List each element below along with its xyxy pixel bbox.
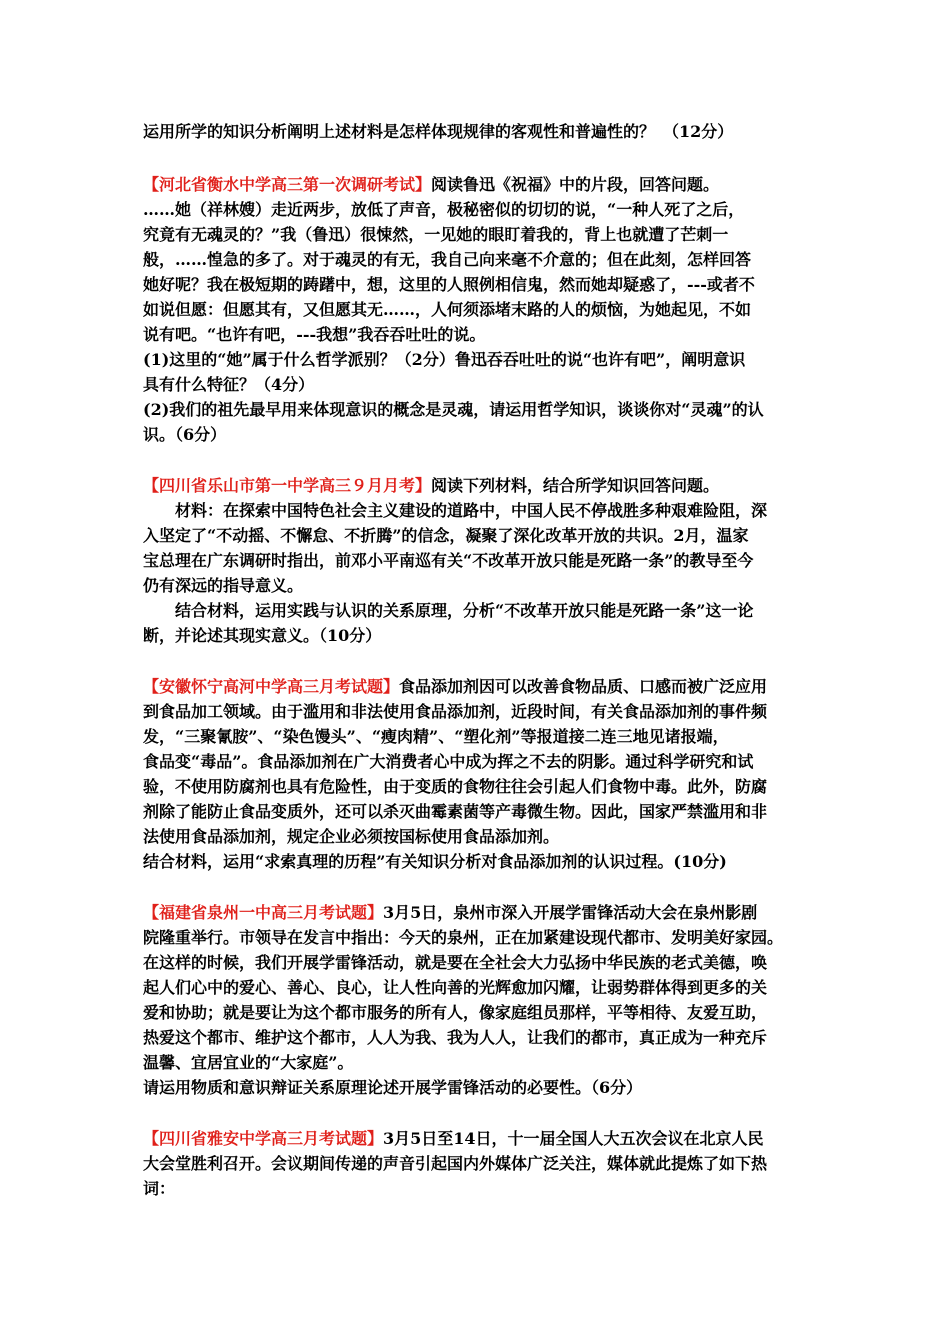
question-5-line: 词： [143, 1179, 176, 1198]
question-1-line: 识。（6分） [143, 425, 227, 444]
question-5-line: 3月5日至14日，十一届全国人大五次会议在北京人民 [383, 1129, 764, 1148]
question-1-line: (2)我们的祖先最早用来体现意识的概念是灵魂，请运用哲学知识，谈谈你对“灵魂”的认 [143, 400, 764, 419]
question-1-line: 说有吧。“也许有吧，---我想”我吞吞吐吐的说。 [143, 325, 486, 344]
question-4-line: 3月5日，泉州市深入开展学雷锋活动大会在泉州影剧 [383, 903, 758, 922]
question-3-line: 发，“三聚氰胺”、“染色馒头”、“瘦肉精”、“塑化剂”等报道接二连三地见诸报端， [143, 727, 729, 746]
question-3-line: 食品添加剂因可以改善食物品质、口感而被广泛应用 [399, 677, 768, 696]
question-1-line: ……她（祥林嫂）走近两步，放低了声音，极秘密似的切切的说，“一种人死了之后， [143, 200, 745, 219]
question-3-first-line [143, 674, 767, 699]
question-5-first-line [143, 1126, 764, 1151]
question-4-line: 起人们心中的爱心、善心、良心，让人性向善的光辉愈加闪耀，让弱势群体得到更多的关 [143, 978, 768, 997]
question-4-line: 热爱这个都市、维护这个都市，人人为我、我为人人，让我们的都市，真正成为一种充斥 [143, 1028, 768, 1047]
question-1-line: (1)这里的“她”属于什么哲学派别？（2分）鲁迅吞吞吐吐的说“也许有吧”，阐明意识 [143, 350, 746, 369]
question-0-text: 运用所学的知识分析阐明上述材料是怎样体现规律的客观性和普遍性的？ （12分） [143, 122, 734, 141]
question-1-source: 【河北省衡水中学高三第一次调研考试】 [143, 175, 432, 194]
question-2-first-line [143, 473, 719, 498]
question-5-line: 大会堂胜利召开。会议期间传递的声音引起国内外媒体广泛关注，媒体就此提炼了如下热 [143, 1154, 768, 1173]
question-3-line: 剂除了能防止食品变质外，还可以杀灭曲霉素菌等产毒微生物。因此，国家严禁滥用和非 [143, 802, 768, 821]
question-2-source: 【四川省乐山市第一中学高三９月月考】 [143, 476, 432, 495]
question-1-line: 阅读鲁迅《祝福》中的片段，回答问题。 [431, 175, 720, 194]
question-4-line: 请运用物质和意识辩证关系原理论述开展学雷锋活动的必要性。（6分） [143, 1078, 643, 1097]
question-2-line: 宝总理在广东调研时指出，前邓小平南巡有关“不改革开放只能是死路一条”的教导至今 [143, 551, 754, 570]
question-3-line: 法使用食品添加剂，规定企业必须按国标使用食品添加剂。 [143, 827, 560, 846]
question-1-line: 般，……惶急的多了。对于魂灵的有无，我自己向来毫不介意的；但在此刻，怎样回答 [143, 250, 752, 269]
question-4-first-line [143, 900, 757, 925]
question-5-source: 【四川省雅安中学高三月考试题】 [143, 1129, 384, 1148]
question-4-line: 爱和协助；就是要让为这个都市服务的所有人，像家庭组员那样，平等相待、友爱互助， [143, 1003, 768, 1022]
question-2-line: 仍有深远的指导意义。 [143, 576, 304, 595]
question-1-line: 具有什么特征？（4分） [143, 375, 315, 394]
question-2-line: 断，并论述其现实意义。（10分） [143, 626, 382, 645]
question-2-line: 结合材料，运用实践与认识的关系原理，分析“不改革开放只能是死路一条”这一论 [175, 601, 754, 620]
question-3-line: 验，不使用防腐剂也具有危险性，由于变质的食物往往会引起人们食物中毒。此外，防腐 [143, 777, 768, 796]
question-4-line: 在这样的时候，我们开展学雷锋活动，就是要在全社会大力弘扬中华民族的老式美德，唤 [143, 953, 768, 972]
question-3-line: 结合材料，运用“求索真理的历程”有关知识分析对食品添加剂的认识过程。(10分) [143, 852, 727, 871]
question-1-line: 如说但愿：但愿其有，又但愿其无……，人何须添堵末路的人的烦恼，为她起见，不如 [143, 300, 752, 319]
question-1-line: 她好呢？我在极短期的踌躇中，想，这里的人照例相信鬼，然而她却疑惑了，---或者不 [143, 275, 755, 294]
question-1-line: 究竟有无魂灵的？”我（鲁迅）很悚然，一见她的眼盯着我的，背上也就遭了芒刺一 [143, 225, 729, 244]
question-3-source: 【安徽怀宁高河中学高三月考试题】 [143, 677, 400, 696]
question-4-line: 院隆重举行。市领导在发言中指出：今天的泉州，正在加紧建设现代都市、发明美好家园。 [143, 928, 784, 947]
question-1-first-line [143, 172, 719, 197]
question-4-line: 温馨、宜居宜业的“大家庭”。 [143, 1053, 354, 1072]
question-3-line: 到食品加工领域。由于滥用和非法使用食品添加剂，近段时间，有关食品添加剂的事件频 [143, 702, 768, 721]
question-4-source: 【福建省泉州一中高三月考试题】 [143, 903, 384, 922]
question-3-line: 食品变“毒品”。食品添加剂在广大消费者心中成为挥之不去的阴影。通过科学研究和试 [143, 752, 754, 771]
question-2-line: 材料：在探索中国特色社会主义建设的道路中，中国人民不停战胜多种艰难险阻，深 [175, 501, 768, 520]
question-2-line: 阅读下列材料，结合所学知识回答问题。 [431, 476, 720, 495]
question-2-line: 入坚定了“不动摇、不懈怠、不折腾”的信念，凝聚了深化改革开放的共识。2月，温家 [143, 526, 749, 545]
